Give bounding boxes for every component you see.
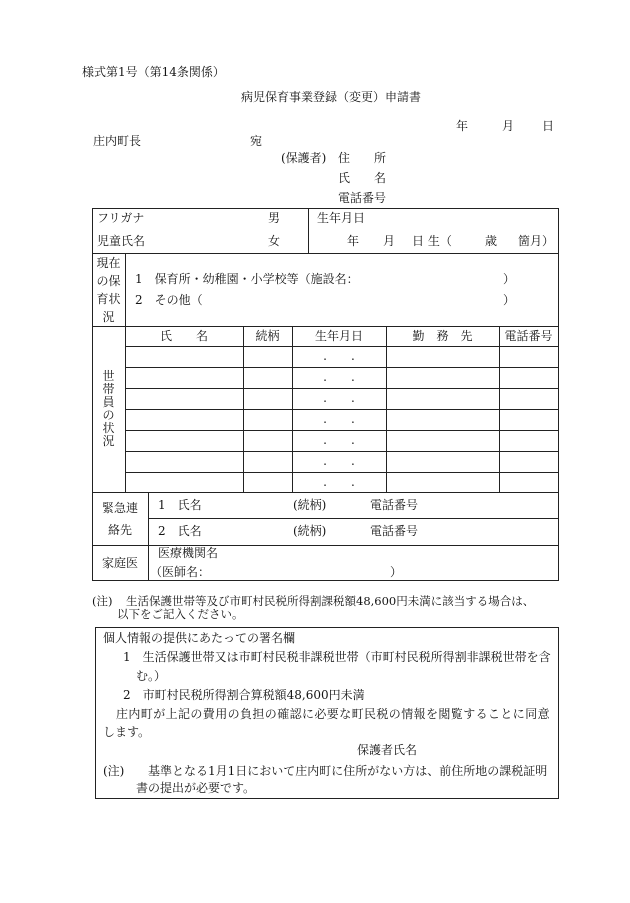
table-row	[125, 388, 558, 409]
household-birthdate-cell: . .	[323, 370, 355, 384]
household-label-char: 帯	[102, 382, 115, 396]
household-birthdate-cell: . .	[323, 475, 355, 489]
applicant-address-label: 住 所	[338, 151, 387, 165]
note-line: 生活保護世帯等及び市町村民税所得割課税額48,600円未満に該当する場合は、	[126, 594, 535, 608]
applicant-phone-label: 電話番号	[338, 191, 387, 205]
household-birthdate-cell: . .	[323, 391, 355, 405]
current-care-label	[92, 253, 125, 326]
household-label	[92, 326, 125, 492]
household-birthdate-cell: . .	[323, 454, 355, 468]
family-doctor-label-text: 家庭医	[101, 555, 138, 570]
care-option-other-close: ）	[503, 293, 516, 307]
emergency-contact-2-relation-label: (続柄)	[293, 524, 327, 538]
current-care-label-line: 育状	[96, 291, 121, 306]
current-care-label-line: 況	[102, 309, 115, 324]
emergency-row-rule	[148, 518, 559, 519]
emergency-contact-label	[92, 492, 148, 545]
child-name-label: 児童氏名	[97, 234, 146, 248]
note-line: 以下をご記入ください。	[117, 607, 244, 621]
consent-title: 個人情報の提供にあたっての署名欄	[103, 631, 296, 645]
emergency-contact-1-name-label: 1 氏名	[158, 498, 202, 512]
emergency-contact-2-name-label: 2 氏名	[158, 524, 202, 538]
table-rule-child-bottom	[92, 253, 559, 254]
consent-item-2: 2 市町村民税所得割合算税額48,600円未満	[123, 688, 365, 702]
form-number: 様式第1号（第14条関係）	[82, 65, 225, 79]
household-birthdate-cell: . .	[323, 349, 355, 363]
birth-year-label: 年	[347, 234, 360, 248]
medical-institution-label: 医療機関名	[158, 546, 219, 560]
date-year-label: 年	[456, 119, 469, 133]
household-label-char: の	[102, 408, 115, 422]
document-title: 病児保育事業登録（変更）申請書	[241, 90, 422, 104]
applicant-role: (保護者)	[281, 151, 327, 165]
child-birthdate-divider	[308, 208, 309, 253]
note-mark: (注)	[92, 594, 113, 608]
emergency-contact-2-phone-label: 電話番号	[370, 524, 419, 538]
birthdate-label: 生年月日	[317, 211, 366, 225]
table-row	[125, 451, 558, 472]
household-header-workplace: 勤 務 先	[412, 329, 473, 343]
care-option-facility: 1 保育所・幼稚園・小学校等（施設名：	[135, 272, 359, 286]
doctor-name-label: （医師名：	[150, 565, 211, 579]
consent-note-line: 書の提出が必要です。	[136, 781, 256, 795]
emergency-contact-1-relation-label: (続柄)	[293, 498, 327, 512]
consent-item-1-continued: む。）	[136, 669, 167, 683]
date-month-label: 月	[502, 119, 515, 133]
table-row	[125, 346, 558, 367]
age-months-label: 箇月）	[518, 234, 555, 248]
consent-agreement: 庄内町が上記の費用の負担の確認に必要な町民税の情報を閲覧することに同意	[116, 707, 551, 721]
table-row	[125, 472, 558, 492]
emergency-contact-label-line: 緊急連	[101, 500, 138, 515]
care-option-other: 2 その他（	[135, 293, 203, 307]
label-column-divider-wide	[148, 492, 149, 580]
household-header-relation: 続柄	[255, 329, 280, 343]
current-care-label-line: 現在	[96, 255, 121, 270]
birth-day-label: 日 生（	[412, 234, 452, 248]
doctor-name-close: ）	[390, 565, 403, 579]
household-label-char: 況	[102, 434, 115, 448]
consent-note-mark: (注)	[103, 764, 125, 778]
furigana-label: フリガナ	[97, 211, 145, 225]
table-row	[125, 409, 558, 430]
household-header-phone: 電話番号	[504, 329, 553, 343]
applicant-name-label: 氏 名	[338, 171, 387, 185]
birth-month-label: 月	[383, 234, 396, 248]
sex-female-label: 女	[268, 234, 281, 248]
household-header-name: 氏 名	[159, 329, 208, 343]
sex-male-label: 男	[268, 211, 281, 225]
family-doctor-label	[92, 545, 148, 580]
table-row	[125, 430, 558, 451]
emergency-contact-1-phone-label: 電話番号	[370, 498, 419, 512]
date-day-label: 日	[542, 119, 555, 133]
table-row	[125, 367, 558, 388]
care-option-facility-close: ）	[503, 272, 516, 286]
age-years-label: 歳	[485, 234, 498, 248]
household-label-char: 状	[102, 421, 115, 435]
consent-note-line: 基準となる1月1日において庄内町に住所がない方は、前住所地の課税証明	[148, 764, 548, 778]
household-label-char: 員	[102, 395, 115, 409]
emergency-contact-label-line: 絡先	[107, 522, 132, 537]
guardian-signature-label: 保護者氏名	[357, 743, 418, 757]
household-birthdate-cell: . .	[323, 433, 355, 447]
table-rule-household-bottom	[92, 492, 559, 493]
current-care-label-line: の保	[96, 273, 121, 288]
consent-agreement-continued: します。	[103, 725, 151, 739]
consent-item-1: 1 生活保護世帯又は市町村民税非課税世帯（市町村民税所得割非課税世帯を含	[123, 650, 551, 664]
household-header-birthdate: 生年月日	[314, 329, 363, 343]
household-label-char: 世	[102, 369, 115, 383]
addressee-suffix: 宛	[250, 134, 263, 148]
addressee: 庄内町長	[93, 134, 142, 148]
household-birthdate-cell: . .	[323, 412, 355, 426]
